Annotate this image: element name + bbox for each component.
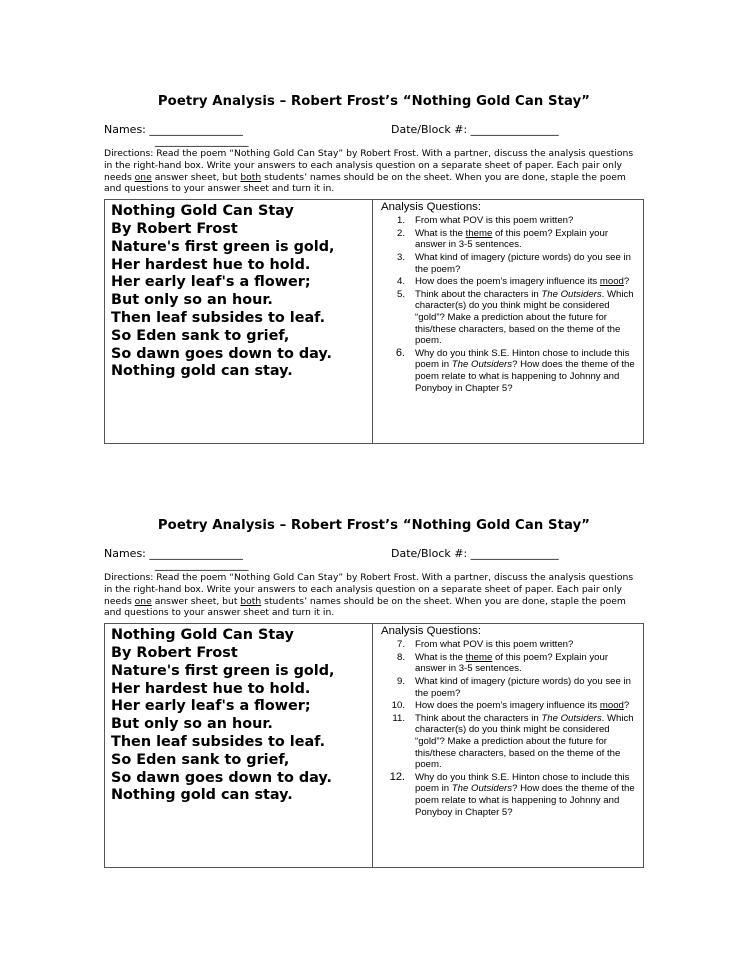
poem-panel	[105, 624, 373, 867]
question-item: 6. Why do you think S.E. Hinton chose to include this poem in The Outsiders? How does the theme of the poem relate to what is happening to Johnny and Ponyboy in Chapter 5?	[395, 346, 635, 394]
poem-questions-box	[104, 623, 644, 868]
poem-line: So dawn goes down to day.	[111, 345, 332, 362]
worksheet-1	[104, 94, 644, 444]
poem-line: Her early leaf's a flower;	[111, 698, 311, 715]
poem-line: Nature's first green is gold,	[111, 238, 335, 255]
poem-line: Nothing gold can stay.	[111, 363, 293, 380]
question-item: 8. What is the theme of this poem? Explain your answer in 3-5 sentences.	[396, 651, 609, 675]
poem-line: Nature's first green is gold,	[111, 662, 335, 679]
question-item: 7. From what POV is this poem written?	[396, 639, 574, 651]
poem-questions-box	[104, 199, 644, 444]
poem-line: But only so an hour.	[111, 716, 273, 733]
questions-heading: Analysis Questions:	[381, 201, 482, 214]
question-item: 11. Think about the characters in The Outsiders. Which character(s) do you think might be considered “gold”? Make a prediction about the future for this/these characters, based on the theme of the poem.	[392, 712, 634, 771]
poem-line: Then leaf subsides to leaf.	[111, 309, 326, 326]
question-item: 2. What is the theme of this poem? Explain your answer in 3-5 sentences.	[396, 227, 609, 251]
question-item: 9. What kind of imagery (picture words) do you see in the poem?	[396, 675, 631, 699]
worksheet-title: Poetry Analysis – Robert Frost’s “Nothing Gold Can Stay”	[157, 94, 591, 109]
poem-line: Nothing gold can stay.	[111, 787, 293, 804]
directions: Directions: Read the poem “Nothing Gold Can Stay” by Robert Frost. With a partner, discuss the analysis questions in the right-hand box. Write your answers to each analysis question on a separate sheet of paper. Each pair only needs one answer sheet, but both students’ names should be on the sheet. When you are done, staple the poem and questions to your answer sheet and turn it in.	[104, 148, 634, 195]
poem-author: By Robert Frost	[111, 644, 238, 661]
names-date-row	[104, 123, 644, 147]
poem-author: By Robert Frost	[111, 220, 238, 237]
date-block-field[interactable]: Date/Block #: ________________	[391, 547, 559, 560]
poem-line: Her hardest hue to hold.	[111, 680, 311, 697]
poem-title: Nothing Gold Can Stay	[111, 627, 294, 644]
question-item: 4. How does the poem’s imagery influence its mood?	[396, 276, 630, 288]
question-item: 10. How does the poem’s imagery influence its mood?	[391, 700, 630, 712]
poem-line: But only so an hour.	[111, 292, 273, 309]
poem-line: So dawn goes down to day.	[111, 769, 332, 786]
directions: Directions: Read the poem “Nothing Gold Can Stay” by Robert Frost. With a partner, discuss the analysis questions in the right-hand box. Write your answers to each analysis question on a separate sheet of paper. Each pair only needs one answer sheet, but both students’ names should be on the sheet. When you are done, staple the poem and questions to your answer sheet and turn it in.	[104, 572, 634, 619]
question-item: 3. What kind of imagery (picture words) do you see in the poem?	[396, 251, 631, 275]
names-date-row	[104, 547, 644, 571]
names-field[interactable]: Names: _________________	[104, 547, 243, 560]
worksheet-2	[104, 518, 644, 868]
poem-panel	[105, 200, 373, 443]
question-item: 1. From what POV is this poem written?	[396, 215, 574, 227]
questions-panel	[373, 200, 643, 443]
names-field-line2[interactable]: _________________	[155, 558, 249, 571]
questions-panel	[373, 624, 643, 867]
poem-line: Her early leaf's a flower;	[111, 274, 311, 291]
poem-title: Nothing Gold Can Stay	[111, 203, 294, 220]
question-item: 5. Think about the characters in The Outsiders. Which character(s) do you think might be considered “gold”? Make a prediction about the future for this/these characters, based on the theme of the poem.	[396, 288, 634, 347]
poem-line: So Eden sank to grief,	[111, 751, 290, 768]
worksheet-title: Poetry Analysis – Robert Frost’s “Nothing Gold Can Stay”	[157, 518, 591, 533]
date-block-field[interactable]: Date/Block #: ________________	[391, 123, 559, 136]
questions-heading: Analysis Questions:	[381, 625, 482, 638]
names-field[interactable]: Names: _________________	[104, 123, 243, 136]
names-field-line2[interactable]: _________________	[155, 134, 249, 147]
poem-line: So Eden sank to grief,	[111, 327, 290, 344]
poem-line: Her hardest hue to hold.	[111, 256, 311, 273]
question-item: 12. Why do you think S.E. Hinton chose to include this poem in The Outsiders? How does the theme of the poem relate to what is happening to Johnny and Ponyboy in Chapter 5?	[389, 770, 635, 818]
poem-line: Then leaf subsides to leaf.	[111, 733, 326, 750]
